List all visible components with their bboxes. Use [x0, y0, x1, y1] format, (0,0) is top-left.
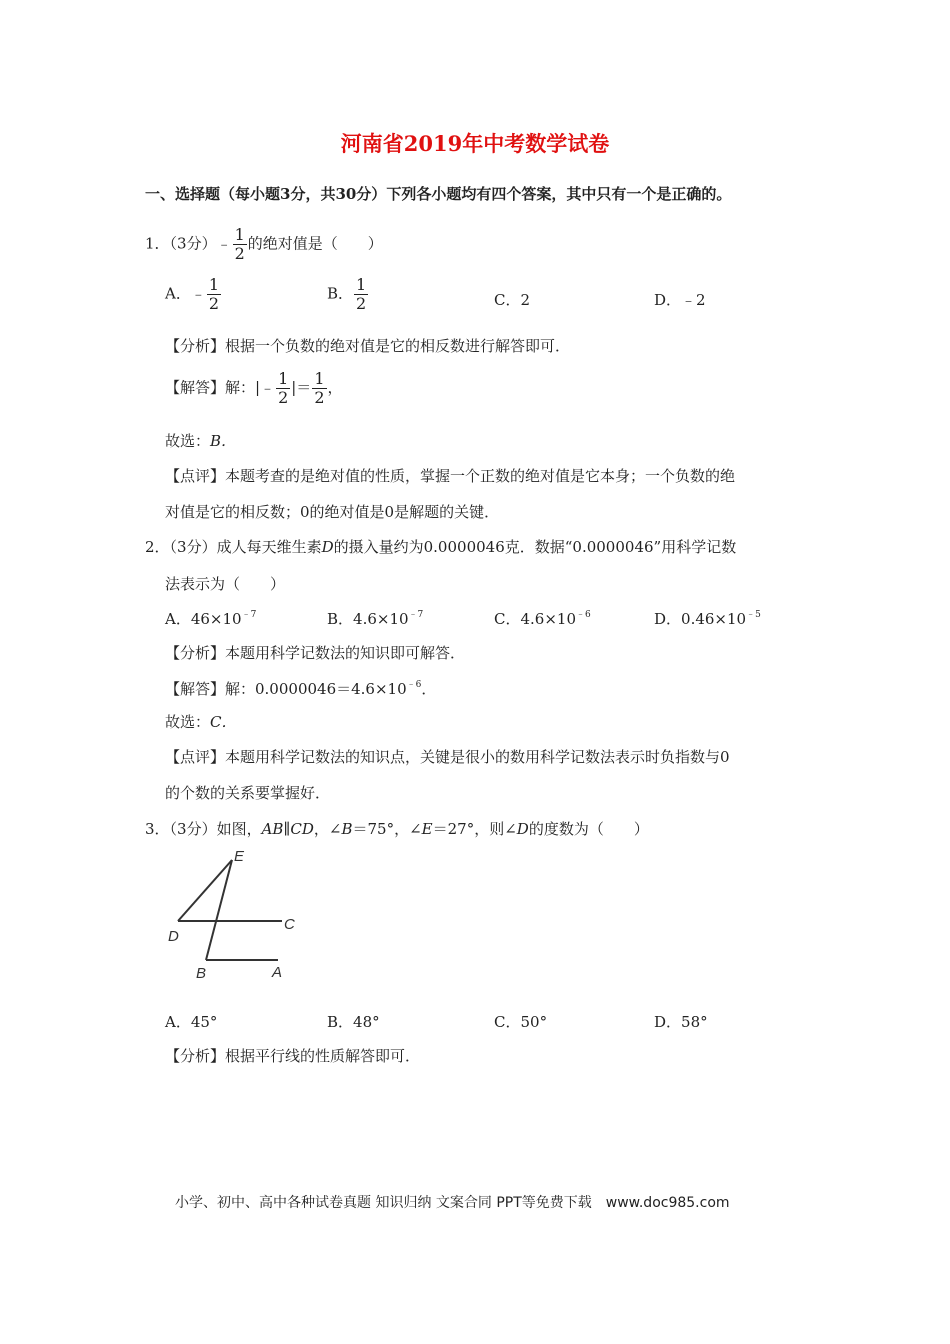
numerator: 1 [314, 369, 325, 388]
option-exponent: ﹣7 [241, 610, 257, 620]
q2-option-a [165, 607, 256, 629]
q3-option-c: C．50° [494, 1013, 548, 1031]
option-label: A．﹣ [165, 284, 206, 303]
q2-answer [165, 677, 436, 699]
q1-option-c: C．2 [494, 291, 531, 309]
denominator: 2 [278, 388, 289, 407]
q3-ab: AB [261, 820, 284, 838]
q2-stem-line1 [145, 536, 736, 557]
q1-option-d: D．﹣2 [654, 291, 706, 309]
label-a: A [272, 964, 283, 981]
numerator: 1 [278, 369, 289, 388]
q3-d: D [516, 820, 529, 838]
q1-choice [165, 430, 236, 451]
q2-comment-line1: 【点评】本题用科学记数法的知识点，关键是很小的数用科学记数法表示时负指数与0 [165, 748, 730, 766]
q3-stem-e: 的度数为（ ） [528, 820, 649, 838]
denominator: 2 [356, 294, 367, 313]
q1-option-b [327, 276, 369, 313]
q3-stem-b: ，∠ [313, 820, 342, 838]
q3-stem-d: ＝27°，则∠ [432, 820, 517, 838]
numerator: 1 [356, 275, 367, 294]
answer-end: ． [421, 680, 437, 698]
q2-stem-b: 的摄入量约为0.0000046克．数据“0.0000046”用科学记数 [333, 538, 737, 556]
q2-stem-line2: 法表示为（ ） [165, 575, 286, 593]
q2-choice [165, 711, 237, 732]
fraction [207, 276, 221, 313]
answer-mid: |＝ [291, 378, 312, 397]
q2-option-d [654, 607, 761, 629]
q2-stem-letter: D [321, 538, 334, 556]
denominator: 2 [314, 388, 325, 407]
q1-number: 1． [145, 234, 170, 253]
q3-parallel: ∥ [283, 820, 291, 838]
option-base: A．46×10 [165, 610, 242, 628]
answer-base: 【解答】解：0.0000046＝4.6×10 [165, 680, 407, 698]
q3-b: B [341, 820, 353, 838]
label-b: B [196, 965, 207, 982]
option-base: C．4.6×10 [494, 610, 576, 628]
fraction [312, 370, 326, 407]
q1-analysis: 【分析】根据一个负数的绝对值是它的相反数进行解答即可． [165, 337, 571, 355]
q3-e: E [421, 820, 433, 838]
label-e: E [234, 848, 245, 865]
option-base: D．0.46×10 [654, 610, 747, 628]
q2-option-b [327, 607, 423, 629]
q1-answer [165, 370, 343, 407]
answer-prefix: 【解答】解：|﹣ [165, 378, 276, 397]
fraction [354, 276, 368, 313]
geometry-figure [160, 845, 310, 985]
q1-option-a [165, 276, 222, 313]
denominator: 2 [208, 294, 220, 313]
q3-stem-a: 3．（3分）如图， [145, 820, 262, 838]
option-exponent: ﹣6 [576, 610, 591, 620]
q2-analysis: 【分析】本题用科学记数法的知识即可解答． [165, 644, 466, 662]
choice-prefix: 故选： [165, 432, 211, 450]
numerator: 1 [234, 225, 245, 244]
q3-analysis: 【分析】根据平行线的性质解答即可． [165, 1047, 421, 1065]
q3-cd: CD [290, 820, 314, 838]
fraction [276, 370, 290, 407]
q3-option-a: A．45° [165, 1013, 218, 1031]
numerator: 1 [208, 275, 220, 294]
label-c: C [284, 916, 295, 933]
option-exponent: ﹣5 [746, 610, 761, 620]
option-label: B． [327, 284, 354, 303]
denominator: 2 [234, 244, 245, 263]
label-d: D [168, 928, 179, 945]
option-exponent: ﹣7 [408, 610, 424, 620]
page-footer: 小学、初中、高中各种试卷真题 知识归纳 文案合同 PPT等免费下载 www.doc985.com [175, 1195, 730, 1211]
q1-comment-line1: 【点评】本题考查的是绝对值的性质，掌握一个正数的绝对值是它本身；一个负数的绝 [165, 467, 736, 485]
q2-comment-line2: 的个数的关系要掌握好． [165, 784, 331, 802]
choice-letter: B． [210, 432, 237, 450]
answer-exponent: ﹣6 [406, 680, 422, 690]
q1-minus: ﹣ [216, 234, 232, 253]
q3-option-d: D．58° [654, 1013, 708, 1031]
option-base: B．4.6×10 [327, 610, 409, 628]
q3-stem [145, 818, 649, 839]
answer-end: ， [327, 378, 343, 397]
q3-option-b: B．48° [327, 1013, 380, 1031]
page-title: 河南省2019年中考数学试卷 [340, 131, 610, 156]
choice-prefix: 故选： [165, 713, 211, 731]
section-heading: 一、选择题（每小题3分，共30分）下列各小题均有四个答案，其中只有一个是正确的。 [145, 185, 732, 203]
fraction [233, 226, 247, 263]
q1-comment-line2: 对值是它的相反数；0的绝对值是0是解题的关键． [165, 503, 500, 521]
q2-option-c [494, 607, 591, 629]
q1-stem [145, 226, 383, 263]
q2-stem-a: 2．（3分）成人每天维生素 [145, 538, 322, 556]
q3-stem-c: ＝75°，∠ [352, 820, 422, 838]
q1-score: （3分） [169, 234, 217, 253]
q1-stem-tail: 的绝对值是（ ） [247, 234, 383, 253]
choice-letter: C． [210, 713, 237, 731]
